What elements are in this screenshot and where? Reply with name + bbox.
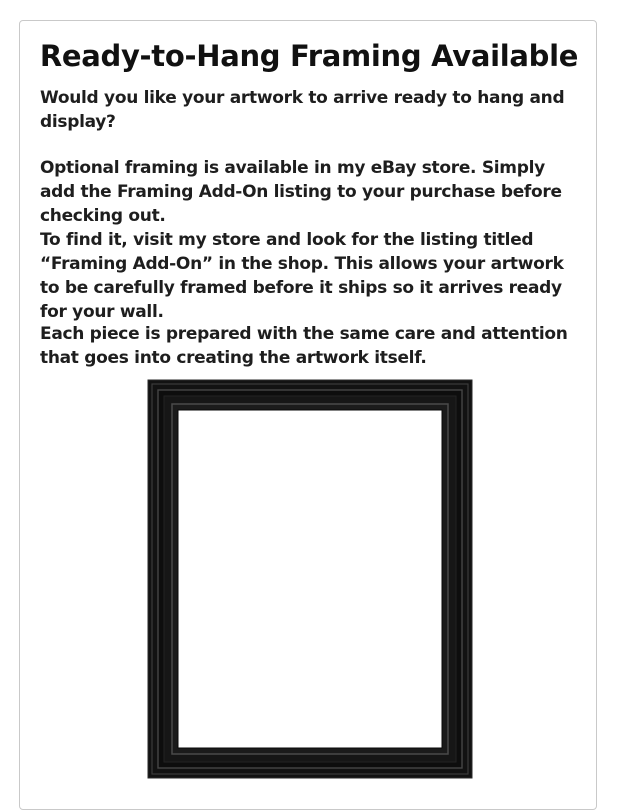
black-frame-illustration	[146, 378, 474, 780]
find-listing-paragraph: To find it, visit my store and look for the listing titled “Framing Add-On” in the shop. This allows your artwork to be carefully framed before it ships so it arrives ready for your wall.	[40, 230, 564, 322]
page-title: Ready-to-Hang Framing Available	[39, 39, 579, 73]
care-paragraph: Each piece is prepared with the same care and attention that goes into creating the artwork itself.	[40, 324, 568, 368]
frame-opening	[178, 410, 442, 748]
intro-paragraph: Would you like your artwork to arrive ready to hang and display?	[40, 88, 565, 132]
frame-image	[146, 378, 474, 780]
framing-availability-paragraph: Optional framing is available in my eBay store. Simply add the Framing Add-On listing to your purchase before checking out.	[40, 158, 562, 226]
